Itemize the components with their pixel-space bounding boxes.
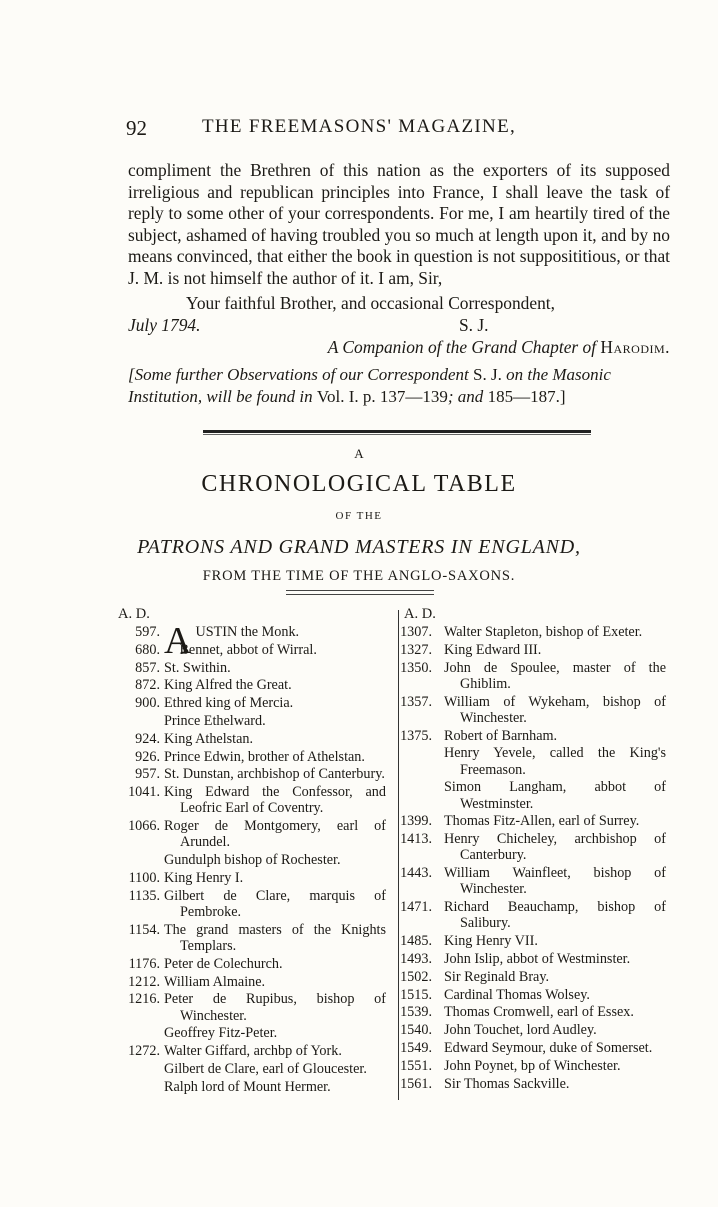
entry-year: 1066 .: [118, 818, 160, 834]
table-entry: [118, 1025, 386, 1041]
entry-year: 1135 .: [118, 888, 160, 904]
entry-name: William of Wykeham, bishop of Winchester.: [444, 693, 666, 726]
entry-name: Walter Giffard, archbp of York.: [164, 1043, 342, 1060]
table-entry: [118, 660, 386, 676]
table-subject: PATRONS AND GRAND MASTERS IN ENGLAND,: [137, 536, 581, 558]
entry-year: 857 .: [118, 660, 160, 676]
entry-name: King Edward III.: [444, 641, 542, 658]
entry-year: 1540 .: [390, 1022, 432, 1038]
entry-year: 1272 .: [118, 1043, 160, 1059]
entry-name: Peter de Rupibus, bishop of Winchester.: [164, 991, 386, 1024]
entry-name: Ethred king of Mercia.: [164, 695, 294, 712]
table-entry: [118, 956, 386, 972]
table-entry: [118, 922, 386, 954]
entry-year: 957 .: [118, 766, 160, 782]
table-entry: [400, 1004, 666, 1021]
note-reference-2: 185—187.]: [487, 386, 566, 406]
entry-name: Geoffrey Fitz-Peter.: [164, 1025, 278, 1042]
entry-name: Edward Seymour, duke of Somerset.: [444, 1039, 653, 1056]
page-number: 92: [126, 116, 147, 140]
entry-name: Peter de Colechurch.: [164, 955, 283, 972]
table-period: FROM THE TIME OF THE ANGLO-SAXONS.: [202, 568, 516, 584]
entry-name: Roger de Montgomery, earl of Arundel.: [164, 818, 386, 851]
entry-name: Prince Edwin, brother of Athelstan.: [164, 748, 365, 765]
entry-year: 1350 .: [390, 660, 432, 676]
entry-name: King Athelstan.: [164, 730, 254, 747]
table-entry: [118, 713, 386, 729]
entry-name: King Henry I.: [164, 869, 244, 886]
letter-closing: [128, 292, 670, 358]
table-entry: [400, 986, 666, 1003]
valediction: Your faithful Brother, and occasional Correspondent,: [186, 293, 555, 313]
table-entry: [400, 968, 666, 985]
entry-name: Cardinal Thomas Wolsey.: [444, 986, 590, 1003]
title-rule: [286, 590, 434, 591]
entry-name: John Poynet, bp of Winchester.: [444, 1057, 621, 1074]
entry-name: King Henry VII.: [444, 933, 538, 950]
running-head: [0, 116, 718, 146]
entry-name: John Islip, abbot of Westminster.: [444, 950, 631, 967]
entry-year: 924 .: [118, 731, 160, 747]
entry-name: Thomas Cromwell, earl of Essex.: [444, 1004, 634, 1021]
table-entry: [400, 933, 666, 950]
table-entry: [400, 813, 666, 830]
table-entry: [118, 818, 386, 850]
entry-name: Gilbert de Clare, earl of Gloucester.: [164, 1060, 367, 1077]
entry-name: The grand masters of the Knights Templars.: [164, 921, 386, 954]
table-entry: [400, 1057, 666, 1074]
entry-year: 1561 .: [390, 1076, 432, 1092]
left-column: [118, 606, 386, 1097]
entry-year: 926 .: [118, 749, 160, 765]
entry-name: Sir Thomas Sackville.: [444, 1075, 570, 1092]
entry-year: 1493 .: [390, 951, 432, 967]
entry-name: St. Dunstan, archbishop of Canterbury.: [164, 766, 385, 783]
entry-name: William Wainfleet, bishop of Winchester.: [444, 865, 666, 898]
entry-year: 1399 .: [390, 813, 432, 829]
table-entry: [400, 624, 666, 640]
note-text-b: on the Masonic Institution, will be found in: [128, 365, 611, 406]
entry-year: 1443 .: [390, 865, 432, 881]
entry-name: Walter Stapleton, bishop of Exeter.: [444, 624, 643, 640]
table-entry: [400, 899, 666, 932]
entry-year: 1176 .: [118, 956, 160, 972]
right-column-header: A. D.: [404, 606, 436, 622]
entry-year: 872 .: [118, 677, 160, 693]
table-title-article: A: [354, 446, 364, 461]
entry-name: Ralph lord of Mount Hermer.: [164, 1078, 331, 1095]
entry-year: 1551 .: [390, 1058, 432, 1074]
entry-name: Sir Reginald Bray.: [444, 968, 550, 985]
entry-year: 680 .: [118, 642, 160, 658]
table-entry: [118, 642, 386, 658]
table-entry: [400, 1075, 666, 1092]
entry-name: Henry Yevele, called the King's Freemason.: [444, 745, 666, 778]
entry-name: King Alfred the Great.: [164, 677, 292, 694]
entry-name: Robert of Barnham.: [444, 727, 558, 744]
entry-name: John Touchet, lord Audley.: [444, 1022, 597, 1039]
drop-cap: A: [164, 620, 192, 662]
entry-name: Henry Chicheley, archbishop of Canterbury.: [444, 831, 666, 864]
title-rule-2: [286, 594, 434, 595]
entry-year: 1515 .: [390, 987, 432, 1003]
table-entry: [118, 695, 386, 711]
entry-year: 1216 .: [118, 991, 160, 1007]
table-entry: [400, 831, 666, 864]
table-entry: [118, 784, 386, 816]
table-entry: [400, 693, 666, 726]
table-entry: [400, 641, 666, 658]
table-entry: [400, 659, 666, 692]
author-initials: S. J.: [459, 315, 489, 335]
entry-year: 1307 .: [390, 624, 432, 640]
letter-body: [128, 160, 670, 290]
entry-name: William Almaine.: [164, 973, 266, 990]
table-title-of-the: OF THE: [335, 510, 383, 522]
entry-year: 1327 .: [390, 642, 432, 658]
entry-name: Gilbert de Clare, marquis of Pembroke.: [164, 887, 386, 920]
table-entry: [118, 749, 386, 765]
table-entry: [400, 727, 666, 744]
table-entry: [400, 865, 666, 898]
table-entry: [118, 1061, 386, 1077]
chapter-name: Harodim.: [600, 337, 670, 357]
table-title: CHRONOLOGICAL TABLE: [201, 471, 517, 497]
note-reference: Vol. I. p. 137—139: [316, 386, 448, 406]
note-initials: S. J.: [473, 365, 502, 384]
entry-year: 1212 .: [118, 974, 160, 990]
table-entry: [118, 1043, 386, 1059]
table-entry: [404, 779, 666, 811]
table-entry: [404, 745, 666, 777]
entry-year: 1471 .: [390, 899, 432, 915]
left-column-header: A. D.: [118, 606, 150, 622]
table-entry: [118, 974, 386, 990]
table-entry: [400, 950, 666, 967]
magazine-title: THE FREEMASONS' MAGAZINE,: [201, 116, 517, 137]
entry-name: John de Spoulee, master of the Ghiblim.: [444, 659, 666, 692]
table-entry: [118, 852, 386, 868]
table-entry: [118, 731, 386, 747]
entry-name: Simon Langham, abbot of Westminster.: [444, 779, 666, 812]
signature-prefix: A Companion of the Grand Chapter of: [327, 337, 597, 357]
entry-year: 1375 .: [390, 728, 432, 744]
entry-name: St. Swithin.: [164, 659, 231, 676]
entry-year: 1549 .: [390, 1040, 432, 1056]
entry-year: 1413 .: [390, 831, 432, 847]
left-entry-list: [118, 620, 386, 1095]
section-rule: [203, 430, 591, 433]
entry-name: AUSTIN the Monk.: [164, 620, 300, 662]
entry-year: 1485 .: [390, 933, 432, 949]
table-entry: [400, 1039, 666, 1056]
entry-name: King Edward the Confessor, and Leofric Earl of Coventry.: [164, 784, 386, 817]
entry-year: 1539 .: [390, 1004, 432, 1020]
table-entry: [118, 870, 386, 886]
entry-name: Gundulph bishop of Rochester.: [164, 852, 341, 869]
entry-name: Bennet, abbot of Wirral.: [179, 641, 317, 658]
entry-name: Prince Ethelward.: [164, 712, 266, 729]
signature-line: [328, 336, 670, 358]
table-entry: [118, 677, 386, 693]
note-text-a: [Some further Observations of our Correspondent: [128, 365, 469, 384]
entry-year: 1154 .: [118, 922, 160, 938]
letter-paragraph: compliment the Brethren of this nation as the exporters of its supposed irreligious and republican principles into France, I shall leave the task of reply to some other of your correspondents. For me, I am heartily tired of the subject, ashamed of having troubled you so much at length upon it, and by no means convinced, that either the book in question is not supposititious, or that J. M. is not himself the author of it. I am, Sir,: [128, 160, 670, 288]
entry-year: 900 .: [118, 695, 160, 711]
entry-year: 1100 .: [118, 870, 160, 886]
right-entry-list: [400, 624, 666, 1092]
entry-year: 1041 .: [118, 784, 160, 800]
table-entry: [400, 1022, 666, 1039]
table-entry: [118, 888, 386, 920]
section-rule-thin: [203, 434, 591, 435]
table-entry: [118, 991, 386, 1023]
entry-name: Richard Beauchamp, bishop of Salibury.: [444, 899, 666, 932]
table-entry: [118, 766, 386, 782]
note-text-c: ; and: [447, 386, 484, 406]
entry-year: 597 .: [118, 624, 160, 640]
right-column: [400, 606, 666, 1093]
entry-year: 1502 .: [390, 969, 432, 985]
editorial-note: [128, 364, 670, 407]
table-entry: [118, 1079, 386, 1095]
letter-date: July 1794.: [128, 315, 201, 335]
entry-name: Thomas Fitz-Allen, earl of Surrey.: [444, 813, 640, 830]
entry-year: 1357 .: [390, 694, 432, 710]
